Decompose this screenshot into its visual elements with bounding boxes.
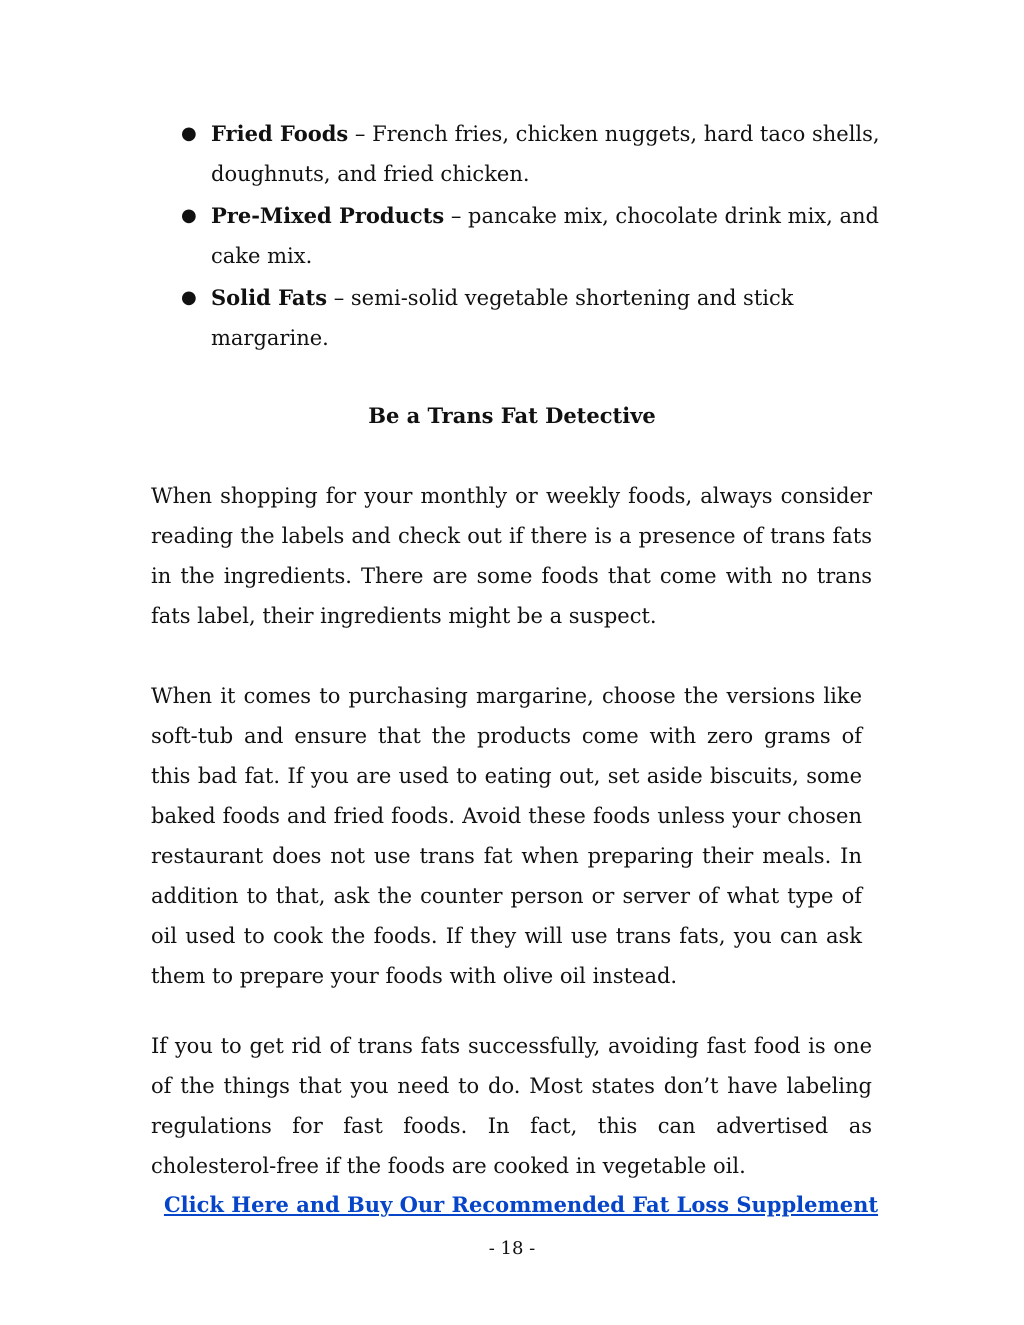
bullet-icon: ● (181, 205, 197, 226)
section-heading: Be a Trans Fat Detective (368, 403, 656, 428)
list-item (180, 196, 880, 276)
list-item (180, 114, 880, 194)
list-item-term: Solid Fats (211, 285, 328, 310)
list-item-term: Fried Foods (211, 121, 349, 146)
list-item-term: Pre-Mixed Products (211, 203, 445, 228)
list-item-text: French fries, chicken nuggets, hard taco shells, doughnuts, and fried chicken. (211, 122, 880, 186)
paragraph-label-reading: When shopping for your monthly or weekly foods, always consider reading the labels and check out if there is a presence of trans fats in the ingredients. There are some foods that come with no trans fats label, their ingredients might be a suspect. (151, 484, 872, 628)
bullet-icon: ● (181, 287, 197, 308)
list-item-separator: – (348, 122, 373, 146)
list-item-text: pancake mix, chocolate drink mix, and cake mix. (211, 204, 879, 268)
page-number: - 18 - (488, 1238, 536, 1259)
list-item (180, 278, 880, 358)
bullet-icon: ● (181, 123, 197, 144)
list-item-separator: – (444, 204, 469, 228)
supplement-link[interactable]: Click Here and Buy Our Recommended Fat Loss Supplement (163, 1192, 879, 1217)
list-item-text: semi-solid vegetable shortening and stick margarine. (211, 286, 794, 350)
list-item-separator: – (327, 286, 351, 310)
food-list (180, 114, 880, 360)
paragraph-margarine: When it comes to purchasing margarine, choose the versions like soft-tub and ensure that the products come with zero grams of this bad fat. If you are used to eating out, set aside biscuits, some baked foods and fried foods. Avoid these foods unless your chosen restaurant does not use trans fat when preparing their meals. In addition to that, ask the counter person or server of what type of oil used to cook the foods. If they will use trans fats, you can ask them to prepare your foods with olive oil instead. (151, 684, 862, 988)
paragraph-fast-food: If you to get rid of trans fats successfully, avoiding fast food is one of the things that you need to do. Most states don’t have labeling regulations for fast foods. In fact, this can advertised as cholesterol-free if the foods are cooked in vegetable oil. (151, 1034, 872, 1178)
